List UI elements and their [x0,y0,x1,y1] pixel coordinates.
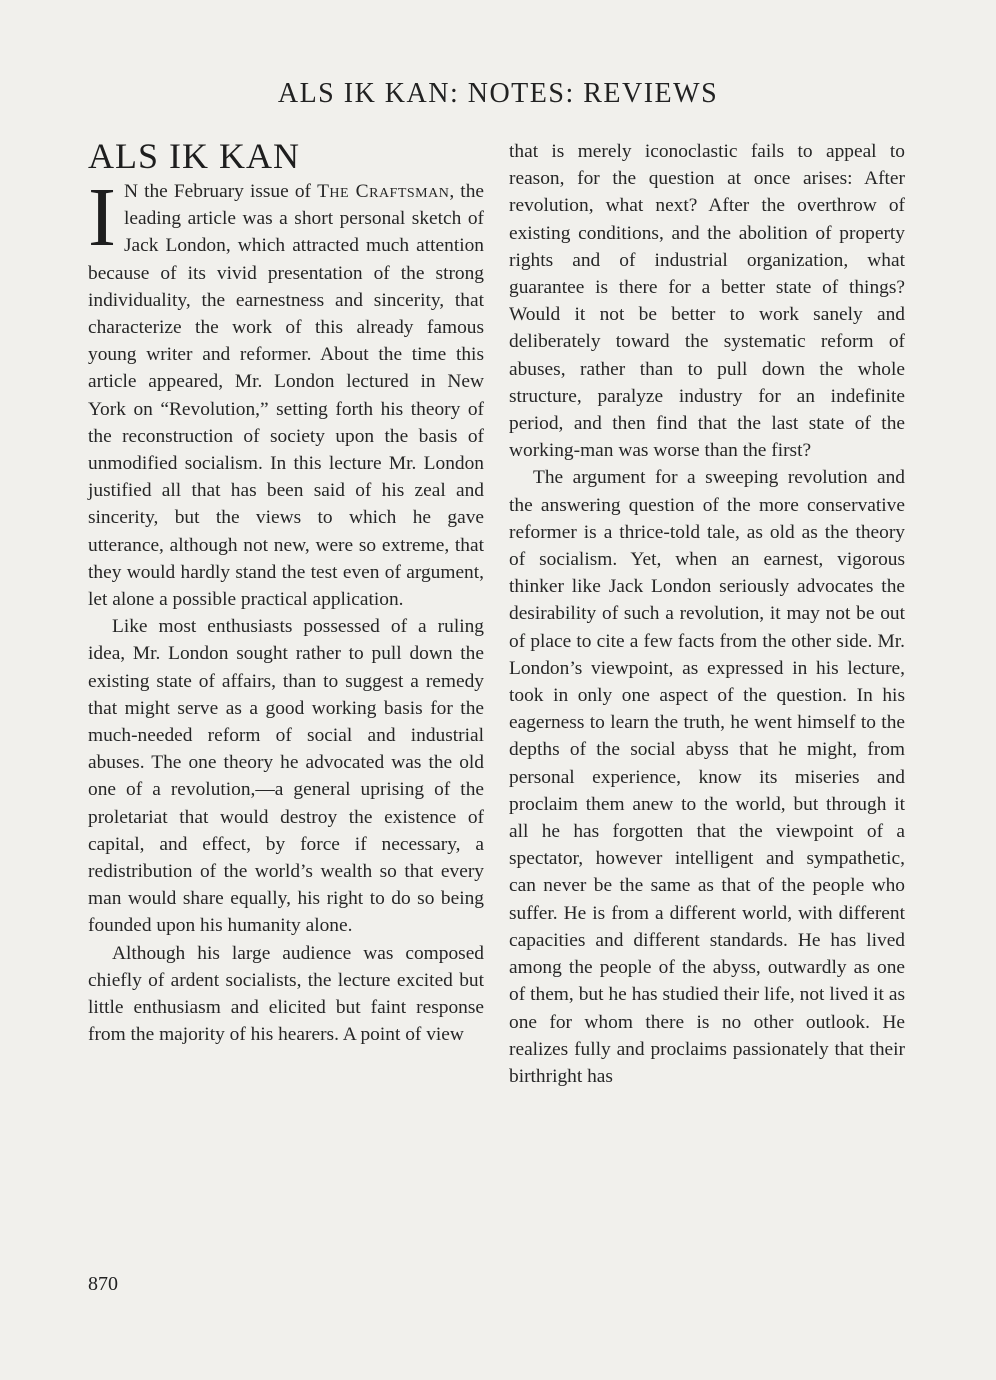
paragraph-3-continued: that is merely iconoclastic fails to appeal to reason, for the question at once arises: After revolution, what next? After the overthrow of existing conditions, and the abolition of property rights and of industrial organization, what guarantee is there for a better state of things? Would it not be better to work sanely and deliberately toward the systematic reform of abuses, rather than to pull down the whole structure, paralyze industry for an indefinite period, and then find that the last state of the working-man was worse than the first? [509,141,905,462]
paragraph-3: Although his large audience was composed chiefly of ardent socialists, the lecture excited but little enthusiasm and elicited but faint response from the majority of his hearers. A point of view [88,942,484,1046]
magazine-name: The Craftsman [317,181,450,202]
paragraph-1-lead: N the February issue of [123,181,318,202]
paragraph-4: The argument for a sweeping revolution and the answering question of the more conservative reformer is a thrice-told tale, as old as the theory of socialism. Yet, when an earnest, vigorous thinker like Jack London seriously advocates the desirability of such a revolution, it may not be out of place to cite a few facts from the other side. Mr. London’s viewpoint, as expressed in his lecture, took in only one aspect of the question. In his eagerness to learn the truth, he went himself to the depths of the social abyss that he might, from personal experience, know its miseries and proclaim them anew to the world, but through it all he has forgotten that the viewpoint of a spectator, however intelligent and sympathetic, can never be the same as that of the people who suffer. He is from a different world, with different capacities and different standards. He has lived among the people of the abyss, outwardly as one of them, but he has studied their life, not lived it as one for whom there is no other outlook. He realizes fully and proclaims passionately that their birthright has [509,467,905,1087]
article-title: ALS IK KAN [88,136,300,176]
drop-cap: I [88,171,116,264]
paragraph-1-text: , the leading article was a short personal sketch of Jack London, which attracted much attention because of its vivid presentation of the strong individuality, the earnestness and sincerity, that characterize the work of this already famous young writer and reformer. About the time this article appeared, Mr. London lectured in New York on “Revolution,” setting forth his theory of the reconstruction of society upon the basis of unmodified socialism. In this lecture Mr. London justified all that has been said of his zeal and sincerity, but the views to which he gave utterance, although not new, were so extreme, that they would hardly stand the test even of argument, let alone a possible practical application. [88,181,484,611]
running-head: ALS IK KAN: NOTES: REVIEWS [277,78,719,109]
right-column [509,138,905,1090]
left-column [88,138,484,1049]
paragraph-1 [88,171,484,613]
paragraph-2: Like most enthusiasts possessed of a ruling idea, Mr. London sought rather to pull down the existing state of affairs, than to suggest a remedy that might serve as a good working basis for the much-needed reform of social and industrial abuses. The one theory he advocated was the old one of a revolution,—a general uprising of the proletariat that would destroy the existence of capital, and effect, by force if necessary, a redistribution of the world’s wealth so that every man would share equally, his right to do so being founded upon his humanity alone. [88,616,484,937]
page-number: 870 [88,1273,118,1295]
